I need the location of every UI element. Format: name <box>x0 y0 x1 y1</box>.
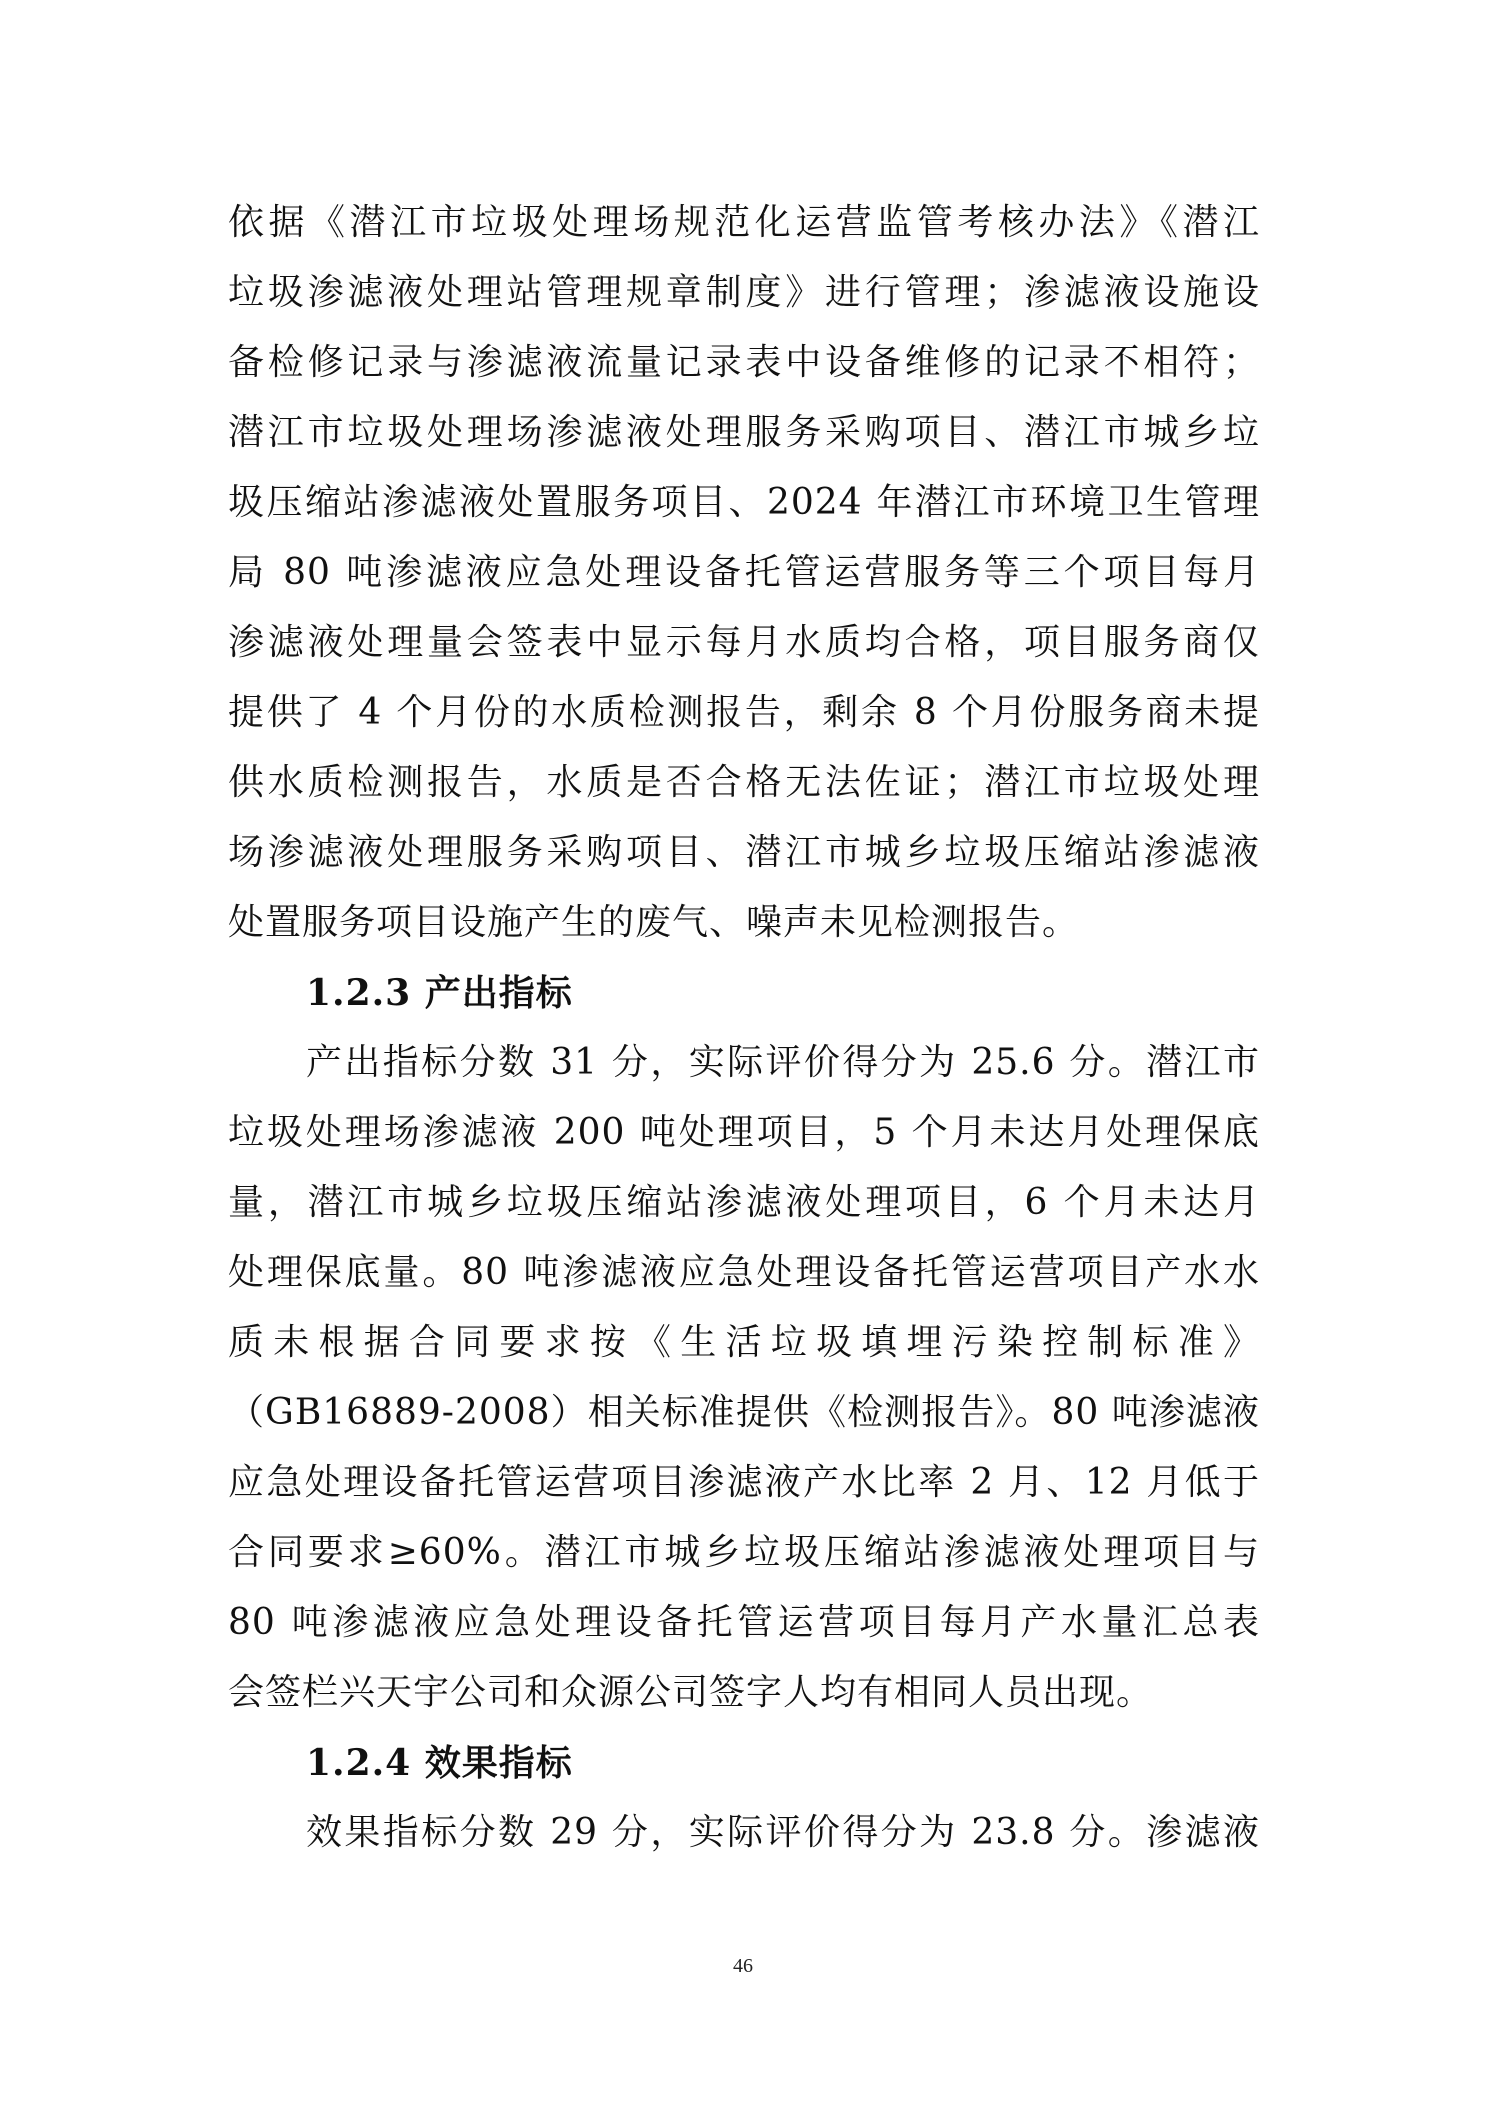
text-line: 垃圾处理场渗滤液 200 吨处理项目，5 个月未达月处理保底 <box>228 1112 1260 1153</box>
document-body <box>228 188 1260 1868</box>
section-heading: 1.2.4 效果指标 <box>306 1742 573 1784</box>
text-line: 垃圾渗滤液处理站管理规章制度》进行管理；渗滤液设施设 <box>228 272 1260 313</box>
text-line: 会签栏兴天宇公司和众源公司签字人均有相同人员出现。 <box>228 1672 1154 1713</box>
text-line: 供水质检测报告，水质是否合格无法佐证；潜江市垃圾处理 <box>228 762 1260 803</box>
text-line: 量，潜江市城乡垃圾压缩站渗滤液处理项目，6 个月未达月 <box>228 1182 1260 1223</box>
text-line: 圾压缩站渗滤液处置服务项目、2024 年潜江市环境卫生管理 <box>228 482 1260 523</box>
text-line: 质未根据合同要求按《生活垃圾填埋污染控制标准》 <box>228 1322 1260 1363</box>
text-line: 渗滤液处理量会签表中显示每月水质均合格，项目服务商仅 <box>228 622 1260 663</box>
text-line: 局 80 吨渗滤液应急处理设备托管运营服务等三个项目每月 <box>228 552 1260 593</box>
text-line: 提供了 4 个月份的水质检测报告，剩余 8 个月份服务商未提 <box>228 692 1260 733</box>
text-line: 80 吨渗滤液应急处理设备托管运营项目每月产水量汇总表 <box>228 1602 1260 1643</box>
text-line: 处理保底量。80 吨渗滤液应急处理设备托管运营项目产水水 <box>228 1252 1260 1293</box>
paragraph-first-line: 效果指标分数 29 分，实际评价得分为 23.8 分。渗滤液 <box>306 1812 1260 1853</box>
paragraph-first-line: 产出指标分数 31 分，实际评价得分为 25.6 分。潜江市 <box>306 1042 1260 1083</box>
text-line: 依据《潜江市垃圾处理场规范化运营监管考核办法》《潜江 <box>228 202 1260 243</box>
page-number: 46 <box>733 1955 753 1977</box>
text-line: 应急处理设备托管运营项目渗滤液产水比率 2 月、12 月低于 <box>228 1462 1260 1503</box>
text-line: 处置服务项目设施产生的废气、噪声未见检测报告。 <box>228 902 1080 943</box>
text-line: 潜江市垃圾处理场渗滤液处理服务采购项目、潜江市城乡垃 <box>228 412 1260 453</box>
text-line: （GB16889-2008）相关标准提供《检测报告》。80 吨渗滤液 <box>228 1392 1260 1433</box>
text-line: 场渗滤液处理服务采购项目、潜江市城乡垃圾压缩站渗滤液 <box>228 832 1260 873</box>
section-heading: 1.2.3 产出指标 <box>306 972 573 1014</box>
text-line: 备检修记录与渗滤液流量记录表中设备维修的记录不相符； <box>228 342 1260 383</box>
text-line: 合同要求≥60%。潜江市城乡垃圾压缩站渗滤液处理项目与 <box>228 1532 1260 1573</box>
